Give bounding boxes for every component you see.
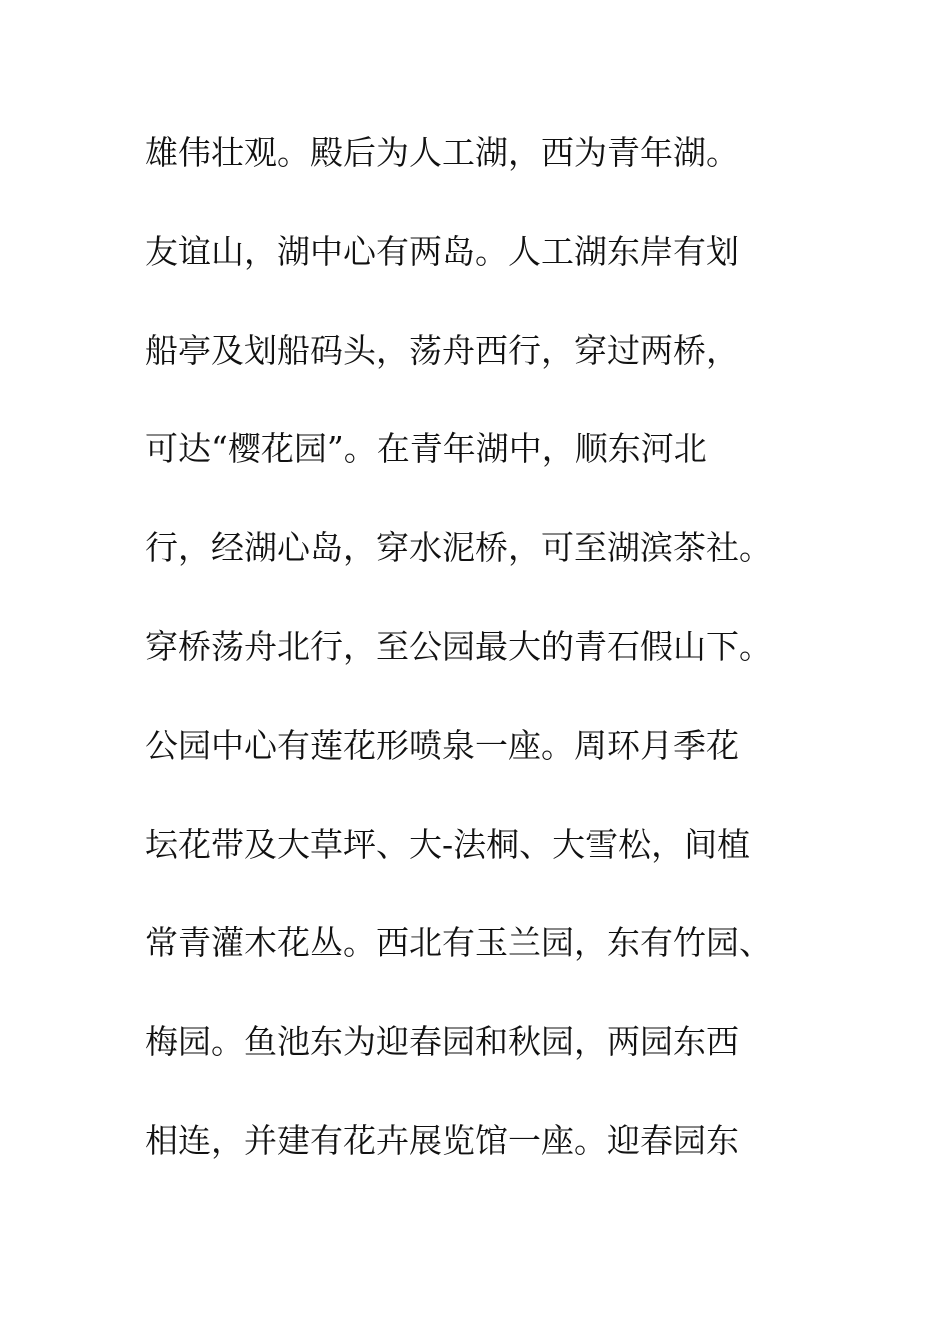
body-text: [145, 126, 845, 1213]
text-line: 常青灌木花丛。西北有玉兰园，东有竹园、: [145, 923, 772, 963]
text-line: 相连，并建有花卉展览馆一座。迎春园东: [145, 1120, 739, 1160]
text-line: 梅园。鱼池东为迎春园和秋园，两园东西: [145, 1022, 739, 1062]
text-line: 行，经湖心岛，穿水泥桥，可至湖滨茶社。: [145, 528, 772, 568]
text-line: 穿桥荡舟北行，至公园最大的青石假山下。: [145, 626, 772, 666]
text-line: 雄伟壮观。殿后为人工湖，西为青年湖。: [145, 133, 739, 172]
text-line: 友谊山，湖中心有两岛。人工湖东岸有划: [145, 231, 739, 271]
text-line: 公园中心有莲花形喷泉一座。周环月季花: [145, 725, 739, 765]
text-line: 可达“樱花园”。在青年湖中，顺东河北: [145, 429, 707, 469]
text-line: 船亭及划船码头，荡舟西行，穿过两桥，: [145, 330, 739, 370]
text-line: 坛花带及大草坪、大-法桐、大雪松，间植: [145, 824, 751, 864]
